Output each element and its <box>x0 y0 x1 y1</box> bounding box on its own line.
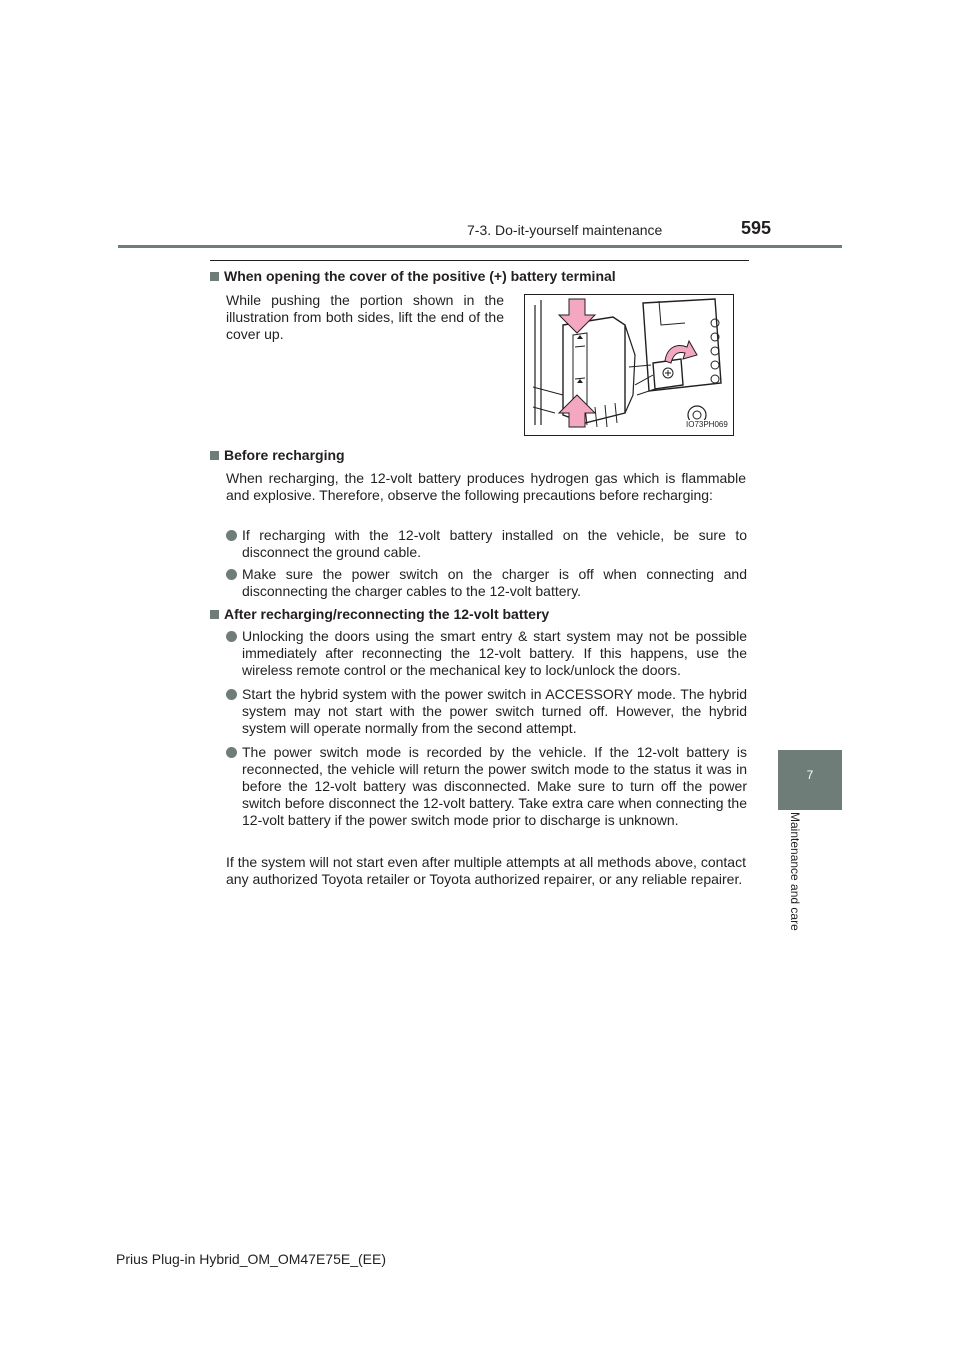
square-bullet-icon <box>210 610 219 619</box>
square-bullet-icon <box>210 451 219 460</box>
list-item-text: The power switch mode is recorded by the vehicle. If the 12-volt battery is reconnected, the vehicle will return the power switch mode to the status it was in before the 12-volt battery was disconnected. Make sure to turn off the power switch before disconnect the 12-volt battery. Take extra care when connecting the 12-volt battery if the power switch mode prior to discharge is unknown. <box>242 744 747 828</box>
heading-text: When opening the cover of the positive (+) battery terminal <box>224 268 616 284</box>
chapter-number: 7 <box>806 768 814 782</box>
circle-bullet-icon <box>226 631 237 642</box>
figure-code: IO73PH069 <box>686 420 728 429</box>
section-heading-after <box>210 606 549 622</box>
list-item-text: Make sure the power switch on the charger is off when connecting and disconnecting the charger cables to the 12-volt battery. <box>242 566 747 599</box>
heading-text: After recharging/reconnecting the 12-volt battery <box>224 606 550 622</box>
chapter-tab <box>778 750 842 810</box>
footer-doc-id: Prius Plug-in Hybrid_OM_OM47E75E_(EE) <box>116 1251 386 1267</box>
square-bullet-icon <box>210 272 219 281</box>
list-item-text: Unlocking the doors using the smart entry & start system may not be possible immediately after reconnecting the 12-volt battery. If this happens, use the wireless remote control or the mechanical key to lock/unlock the doors. <box>242 628 747 678</box>
circle-bullet-icon <box>226 569 237 580</box>
page-number: 595 <box>741 218 772 238</box>
list-item-text: If recharging with the 12-volt battery installed on the vehicle, be sure to disconnect the ground cable. <box>242 527 747 560</box>
list-item <box>242 527 747 561</box>
list-item <box>242 566 747 600</box>
battery-illustration-svg <box>525 295 733 435</box>
battery-cover-illustration <box>524 294 734 436</box>
section-heading-before <box>210 447 345 463</box>
circle-bullet-icon <box>226 747 237 758</box>
list-item <box>242 686 747 737</box>
section-title: 7-3. Do-it-yourself maintenance <box>467 222 663 238</box>
heading-text: Before recharging <box>224 447 345 463</box>
section-heading-cover <box>210 268 616 284</box>
content-rule <box>210 260 749 261</box>
list-item <box>242 628 747 679</box>
closing-paragraph: If the system will not start even after multiple attempts at all methods above, contact any authorized Toyota retailer or Toyota authorized repairer, or any reliable repairer. <box>226 854 746 887</box>
before-intro: When recharging, the 12-volt battery produces hydrogen gas which is flammable and explosive. Therefore, observe the following precautions before recharging: <box>226 470 746 503</box>
header-rule <box>118 245 842 248</box>
list-item <box>242 744 747 829</box>
cover-instructions: While pushing the portion shown in the illustration from both sides, lift the end of the cover up. <box>226 292 504 342</box>
circle-bullet-icon <box>226 689 237 700</box>
chapter-label: Maintenance and care <box>788 812 802 931</box>
list-item-text: Start the hybrid system with the power switch in ACCESSORY mode. The hybrid system may not start with the power switch turned off. However, the hybrid system will operate normally from the second attempt. <box>242 686 747 736</box>
circle-bullet-icon <box>226 530 237 541</box>
